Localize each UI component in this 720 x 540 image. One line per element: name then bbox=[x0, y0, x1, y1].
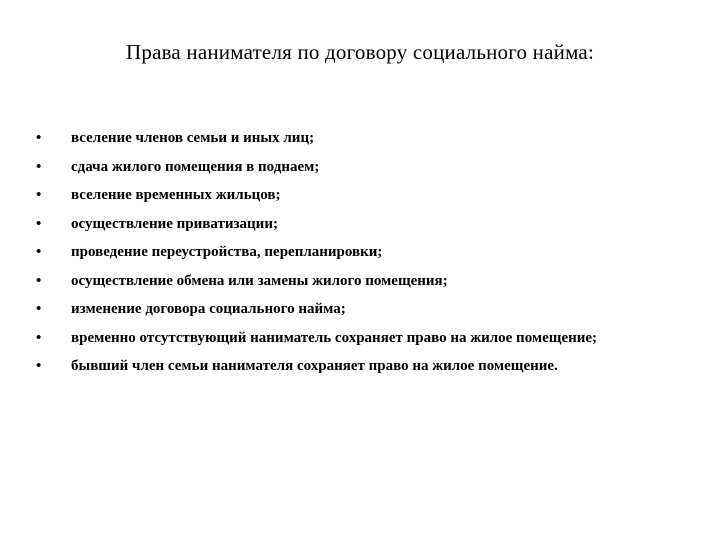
bullet-icon: • bbox=[36, 329, 42, 346]
list-item-text: бывший член семьи нанимателя сохраняет право на жилое помещение. bbox=[71, 358, 558, 374]
list-item-text: сдача жилого помещения в поднаем; bbox=[71, 158, 320, 175]
list-item bbox=[36, 214, 678, 234]
slide-title: Права нанимателя по договору социального найма: bbox=[126, 40, 594, 64]
list-item bbox=[36, 328, 678, 348]
list-item-text: вселение временных жильцов; bbox=[71, 187, 281, 203]
list-item-text: вселение членов семьи и иных лиц; bbox=[71, 130, 315, 146]
bullet-icon: • bbox=[36, 130, 42, 146]
list-item bbox=[36, 185, 678, 205]
bullet-icon: • bbox=[36, 358, 42, 374]
bullet-icon: • bbox=[36, 244, 42, 260]
list-item bbox=[36, 157, 678, 177]
list-item-text: временно отсутствующий наниматель сохраняет право на жилое помещение; bbox=[71, 329, 598, 346]
bullet-icon: • bbox=[36, 301, 42, 317]
list-item-text: осуществление приватизации; bbox=[71, 215, 278, 232]
bullet-icon: • bbox=[36, 272, 42, 289]
rights-list bbox=[36, 128, 678, 385]
list-item bbox=[36, 128, 678, 148]
bullet-icon: • bbox=[36, 187, 42, 203]
list-item-text: изменение договора социального найма; bbox=[71, 301, 346, 317]
list-item-text: проведение переустройства, перепланировки; bbox=[71, 244, 383, 260]
list-item-text: осуществление обмена или замены жилого помещения; bbox=[71, 272, 448, 289]
list-item bbox=[36, 271, 678, 291]
list-item bbox=[36, 356, 678, 376]
list-item bbox=[36, 242, 678, 262]
list-item bbox=[36, 299, 678, 319]
bullet-icon: • bbox=[36, 158, 42, 175]
bullet-icon: • bbox=[36, 215, 42, 232]
